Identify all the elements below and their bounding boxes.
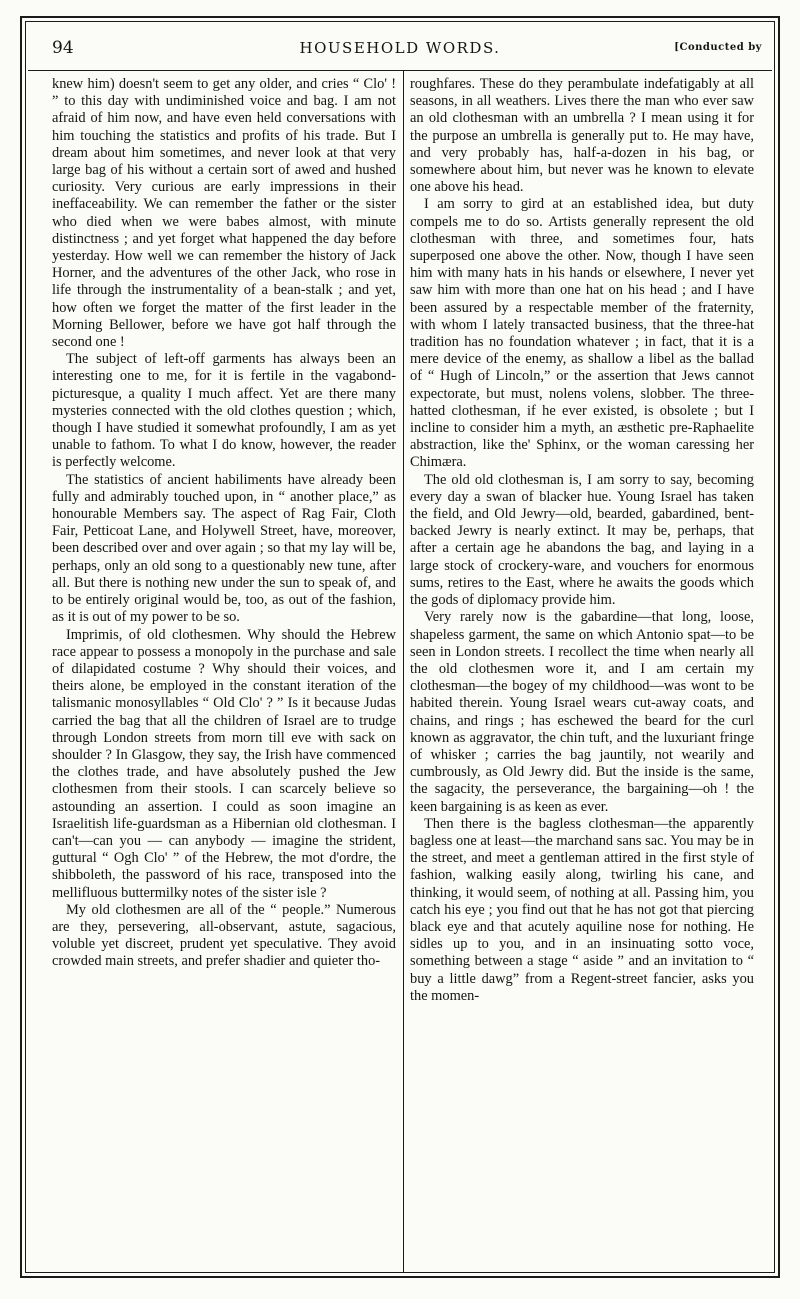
page-number: 94 (52, 38, 74, 58)
running-title: HOUSEHOLD WORDS. (299, 39, 501, 57)
left-column (52, 76, 396, 1268)
paragraph: The statistics of ancient habiliments have already been fully and admirably touched upon, in “ another place,” as honourable Members say. The aspect of Rag Fair, Cloth Fair, Petticoat Lane, and Holywell Street, have, moreover, been described over and over again ; so that my lay will be, perhaps, only an old song to a questionably new tune, after all. But there is nothing new under the sun to speak of, and to be entirely original would be, too, as out of the fashion, as it is out of my power to be so. (52, 471, 396, 626)
paragraph: My old clothesmen are all of the “ people.” Numerous are they, persevering, all-observant, astute, sagacious, voluble yet discreet, prudent yet speculative. They avoid crowded main streets, and prefer shadier and quieter tho- (52, 901, 396, 970)
conducted-by-note: [Conducted by (674, 42, 762, 53)
paragraph: The old old clothesman is, I am sorry to say, becoming every day a swan of blacker hue. Young Israel has taken the field, and Old Jewry—old, bearded, gabardined, bent-backed Jewry is nearly extinct. It may be, perhaps, that after a certain age he abandons the bag, and laying in a large stock of crockery-ware, and vouchers for enormous sums, retires to the East, where he awaits the goods which the gods of diplomacy provide him. (410, 471, 754, 609)
header-rule (28, 70, 772, 71)
column-divider (403, 71, 404, 1273)
paragraph: knew him) doesn't seem to get any older, and cries “ Clo' ! ” to this day with undiminished voice and bag. I am not afraid of him now, and have even held conversations with him touching the statistics and profits of his trade. But I dream about him sometimes, and never look at that very large bag of his without a certain sort of awed and hushed curiosity. Very curious are early impressions in their ineffaceability. We can remember the father or the sister who died when we were babes almost, with minute distinctness ; and yet forget what happened the day before yesterday. How well we can remember the history of Jack Horner, and the adventures of the other Jack, who rose in life through the instrumentality of a bean-stalk ; and yet, how often we forget the matter of the first leader in the Morning Bellower, before we have got half through the second one ! (52, 76, 396, 351)
paragraph: Then there is the bagless clothesman—the apparently bagless one at least—the marchand sans sac. You may be in the street, and meet a gentleman attired in the first style of fashion, walking easily along, twirling his cane, and thinking, it would seem, of nothing at all. Passing him, you catch his eye ; you find out that he has not got that piercing black eye and that acutely aquiline nose for nothing. He sidles up to you, and in an insinuating sotto voce, something between a stage “ aside ” and an invitation to “ buy a little dawg” from a Regent-street fancier, asks you the momen- (410, 815, 754, 1004)
paragraph: Imprimis, of old clothesmen. Why should the Hebrew race appear to possess a monopoly in the purchase and sale of dilapidated costume ? Why should their voices, and theirs alone, be employed in the constant iteration of the talismanic monosyllables “ Old Clo' ? ” Is it because Judas carried the bag that all the children of Israel are to trudge through London streets from morn till eve with sack on shoulder ? In Glasgow, they say, the Irish have commenced the clothes trade, and have absolutely pushed the Jew clothesmen from their stools. I can scarcely believe so astounding an assertion. I could as soon imagine an Israelitish life-guardsman as a Hibernian old clothesman. I can't—can you — can anybody — imagine the strident, guttural “ Ogh Clo' ” of the Hebrew, the mot d'ordre, the shibboleth, the password of his race, transposed into the mellifluous buttermilky notes of the sister isle ? (52, 626, 396, 901)
paragraph: I am sorry to gird at an established idea, but duty compels me to do so. Artists generally represent the old clothesman with three, and sometimes four, hats superposed one above the other. Now, though I have seen him with many hats in his hands or elsewhere, I never yet saw him with more than one hat on his head ; and I have been assured by a respectable member of the fraternity, with whom I lately transacted business, that the three-hat tradition has no foundation whatever ; in fact, that it is a mere device of the enemy, as shallow a libel as the ballad of “ Hugh of Lincoln,” or the assertion that Jews cannot expectorate, but must, nolens volens, slobber. The three-hatted clothesman, if he ever existed, is obsolete ; but I incline to consider him a myth, an æsthetic pre-Raphaelite abstraction, like the' Sphinx, or the woman caressing her Chimæra. (410, 196, 754, 471)
paragraph: roughfares. These do they perambulate indefatigably at all seasons, in all weathers. Lives there the man who ever saw an old clothesman with an umbrella ? I mean using it for the purpose an umbrella is generally put to. He may have, and very probably has, half-a-dozen in his bag, or somewhere about him, but never was he known to elevate one above his head. (410, 76, 754, 196)
paragraph: The subject of left-off garments has always been an interesting one to me, for it is fertile in the vagabond-picturesque, a quality I much affect. Yet are there many mysteries connected with the old clothes question ; which, though I have studied it somewhat profoundly, I am as yet unable to fathom. To what I do know, however, the reader is perfectly welcome. (52, 351, 396, 471)
right-column (410, 76, 754, 1268)
running-header (32, 32, 768, 66)
paragraph: Very rarely now is the gabardine—that long, loose, shapeless garment, the same on which Antonio spat—to be seen in London streets. I recollect the time when nearly all the old clothesmen wore it, and I am certain my clothesman—the bogey of my childhood—was wont to be habited therein. Young Israel wears cut-away coats, and chains, and rings ; has eschewed the beard for the curl known as aggravator, the chin tuft, and the luxuriant fringe of whisker ; carries the bag jauntily, not wearily and cumbrously, as Old Jewry did. But the inside is the same, the sagacity, the perseverance, the bargaining—oh ! the keen bargaining is as keen as ever. (410, 609, 754, 815)
